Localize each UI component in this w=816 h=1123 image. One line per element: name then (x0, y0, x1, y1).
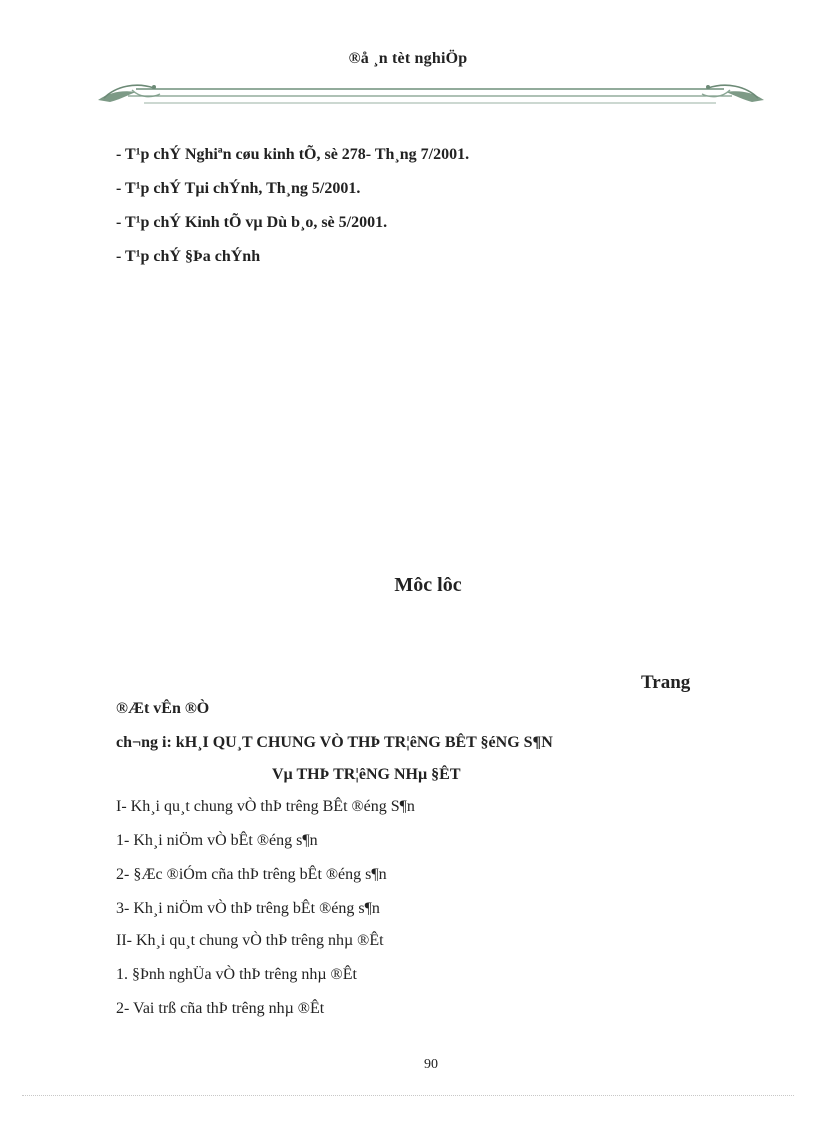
toc-entry: 2- §Æc ®iÓm cña thÞ trêng bÊt ®éng s¶n (116, 866, 387, 883)
reference-item: - T¹p chÝ Kinh tÕ vµ Dù b¸o, sè 5/2001. (116, 214, 388, 231)
header-ornament (96, 78, 766, 110)
toc-page-column-label: Trang (641, 672, 691, 693)
page-header-title: ®å ¸n tèt nghiÖp (348, 50, 468, 67)
reference-item: - T¹p chÝ Nghiªn cøu kinh tÕ, sè 278- Th¸ng 7/2001. (116, 146, 470, 163)
references-list (116, 138, 469, 274)
reference-item: - T¹p chÝ Tµi chÝnh, Th¸ng 5/2001. (116, 180, 361, 197)
page-number: 90 (424, 1057, 438, 1072)
footer-divider (22, 1095, 794, 1096)
toc-entry: ®Æt vÊn ®Ò (116, 700, 210, 717)
reference-item: - T¹p chÝ §Þa chÝnh (116, 248, 261, 265)
toc-entry: I- Kh¸i qu¸t chung vÒ thÞ trêng BÊt ®éng S¶n (116, 798, 415, 815)
toc-entry: 2- Vai trß cña thÞ trêng nhµ ®Êt (116, 1000, 325, 1017)
toc-entry: Vµ THÞ TR¦êNG NHµ §ÊT (272, 766, 461, 783)
toc-entry: 1. §Þnh nghÜa vÒ thÞ trêng nhµ ®Êt (116, 966, 357, 983)
toc-entry: ch¬ng i: kH¸I QU¸T CHUNG VÒ THÞ TR¦êNG BÊT §éNG S¶N (116, 734, 553, 751)
toc-entry: 1- Kh¸i niÖm vÒ bÊt ®éng s¶n (116, 832, 318, 849)
toc-entry: 3- Kh¸i niÖm vÒ thÞ trêng bÊt ®éng s¶n (116, 900, 380, 917)
toc-title: Môc lôc (394, 574, 462, 596)
toc-entry: II- Kh¸i qu¸t chung vÒ thÞ trêng nhµ ®Êt (116, 932, 384, 949)
